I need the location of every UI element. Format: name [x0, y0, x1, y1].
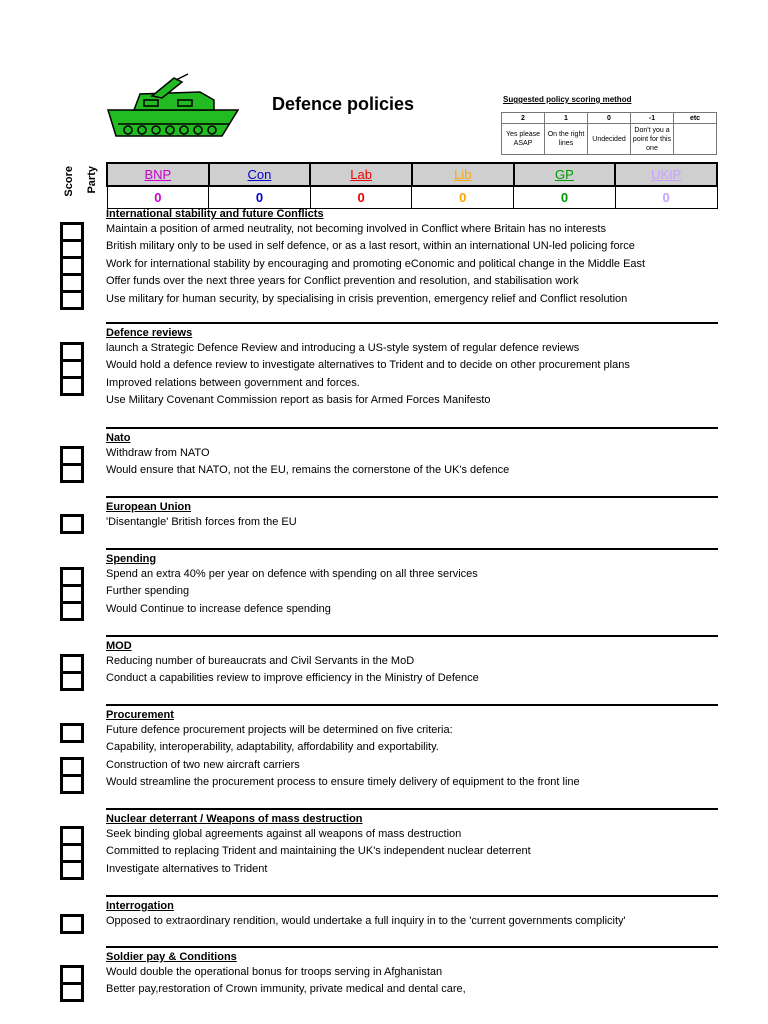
section-divider — [106, 704, 718, 706]
policy-item: Use Military Covenant Commission report as basis for Armed Forces Manifesto — [106, 394, 491, 407]
section-title: Interrogation — [106, 900, 174, 912]
party-score: 0 — [615, 186, 717, 209]
policy-item: launch a Strategic Defence Review and introducing a US-style system of regular defence reviews — [106, 342, 580, 354]
policy-item: Would ensure that NATO, not the EU, remains the cornerstone of the UK's defence — [106, 464, 510, 477]
scoring-description: On the right lines — [545, 124, 588, 155]
party-name[interactable]: Lab — [310, 163, 412, 186]
policy-item: Would hold a defence review to investigate alternatives to Trident and to decide on other procurement plans — [106, 359, 630, 372]
policy-item: Reducing number of bureaucrats and Civil Servants in the MoD — [106, 655, 415, 667]
score-checkbox[interactable] — [60, 671, 84, 691]
score-checkbox[interactable] — [60, 982, 84, 1002]
score-checkbox[interactable] — [60, 290, 84, 310]
section-title: MOD — [106, 640, 132, 652]
section-title: Procurement — [106, 709, 174, 721]
score-checkbox[interactable] — [60, 601, 84, 621]
policy-section — [106, 808, 718, 878]
section-title: Nuclear deterrant / Weapons of mass destruction — [106, 813, 363, 825]
scoring-value: etc — [674, 113, 717, 124]
section-divider — [106, 895, 718, 897]
policy-item: British military only to be used in self defence, or as a last resort, within an international UN-led policing force — [106, 240, 635, 253]
section-divider — [106, 322, 718, 324]
scoring-value: -1 — [631, 113, 674, 124]
score-column-label: Score — [63, 166, 75, 197]
party-name[interactable]: GP — [514, 163, 616, 186]
party-table — [106, 162, 718, 209]
policy-section — [106, 496, 718, 531]
policy-item: 'Disentangle' British forces from the EU — [106, 516, 297, 528]
score-checkbox[interactable] — [60, 860, 84, 880]
party-name[interactable]: UKIP — [615, 163, 717, 186]
scoring-value: 2 — [502, 113, 545, 124]
policy-item: Opposed to extraordinary rendition, would undertake a full inquiry in to the 'current governments complicity' — [106, 915, 626, 927]
section-divider — [106, 946, 718, 948]
scoring-description: Undecided — [588, 124, 631, 155]
score-checkbox[interactable] — [60, 723, 84, 743]
score-checkbox[interactable] — [60, 774, 84, 794]
policy-item: Would Continue to increase defence spending — [106, 602, 331, 615]
policy-section — [106, 427, 718, 480]
tank-image — [104, 70, 244, 150]
section-title: Defence reviews — [106, 327, 193, 339]
section-title: Spending — [106, 553, 157, 565]
section-title: Soldier pay & Conditions — [106, 951, 237, 963]
party-name[interactable]: Lib — [412, 163, 514, 186]
party-score: 0 — [209, 186, 311, 209]
section-divider — [106, 496, 718, 498]
scoring-description: Don't you a point for this one — [631, 124, 674, 155]
party-score: 0 — [310, 186, 412, 209]
policy-section — [106, 946, 718, 999]
scoring-description — [674, 124, 717, 155]
party-column-label: Party — [86, 166, 98, 194]
score-checkbox[interactable] — [60, 514, 84, 534]
policy-item: Would double the operational bonus for troops serving in Afghanistan — [106, 966, 443, 978]
policy-section — [106, 895, 718, 930]
scoring-method-table — [501, 112, 717, 155]
section-divider — [106, 635, 718, 637]
score-checkbox[interactable] — [60, 376, 84, 396]
section-title: International stability and future Conflicts — [106, 208, 324, 220]
policy-item: Withdraw from NATO — [106, 447, 210, 459]
policy-item: Investigate alternatives to Trident — [106, 862, 268, 875]
section-divider — [106, 808, 718, 810]
scoring-value: 0 — [588, 113, 631, 124]
policy-item: Use military for human security, by specialising in crisis prevention, emergency relief and Conflict resolution — [106, 292, 628, 305]
policy-item: Conduct a capabilities review to improve efficiency in the Ministry of Defence — [106, 672, 479, 685]
policy-item: Capability, interoperability, adaptability, affordability and exportability. — [106, 741, 439, 754]
policy-item: Construction of two new aircraft carriers — [106, 758, 300, 771]
policy-item: Further spending — [106, 585, 190, 598]
scoring-value: 1 — [545, 113, 588, 124]
policy-item: Committed to replacing Trident and maintaining the UK's independent nuclear deterrent — [106, 845, 531, 858]
section-divider — [106, 427, 718, 429]
policy-section — [106, 205, 718, 308]
section-title: European Union — [106, 501, 191, 513]
policy-item: Offer funds over the next three years for Conflict prevention and resolution, and stabilisation work — [106, 275, 579, 288]
party-score: 0 — [107, 186, 209, 209]
section-title: Nato — [106, 432, 131, 444]
section-divider — [106, 548, 718, 550]
policy-item: Improved relations between government and forces. — [106, 376, 360, 389]
policy-item: Future defence procurement projects will be determined on five criteria: — [106, 724, 453, 736]
party-name[interactable]: Con — [209, 163, 311, 186]
scoring-description: Yes please ASAP — [502, 124, 545, 155]
party-score: 0 — [412, 186, 514, 209]
policy-section — [106, 548, 718, 618]
policy-section — [106, 635, 718, 688]
score-checkbox[interactable] — [60, 463, 84, 483]
score-checkbox[interactable] — [60, 914, 84, 934]
party-name[interactable]: BNP — [107, 163, 209, 186]
party-score: 0 — [514, 186, 616, 209]
policy-item: Would streamline the procurement process to ensure timely delivery of equipment to the front line — [106, 776, 580, 789]
page-title: Defence policies — [272, 94, 415, 114]
policy-item: Spend an extra 40% per year on defence with spending on all three services — [106, 568, 478, 580]
policy-item: Better pay,restoration of Crown immunity, private medical and dental care, — [106, 983, 466, 996]
scoring-method-title: Suggested policy scoring method — [503, 95, 632, 104]
policy-item: Work for international stability by encouraging and promoting eConomic and political change in the Middle East — [106, 257, 646, 270]
policy-section — [106, 704, 718, 792]
policy-item: Seek binding global agreements against all weapons of mass destruction — [106, 828, 462, 840]
policy-item: Maintain a position of armed neutrality, not becoming involved in Conflict where Britain has no interests — [106, 223, 606, 235]
policy-section — [106, 322, 718, 410]
